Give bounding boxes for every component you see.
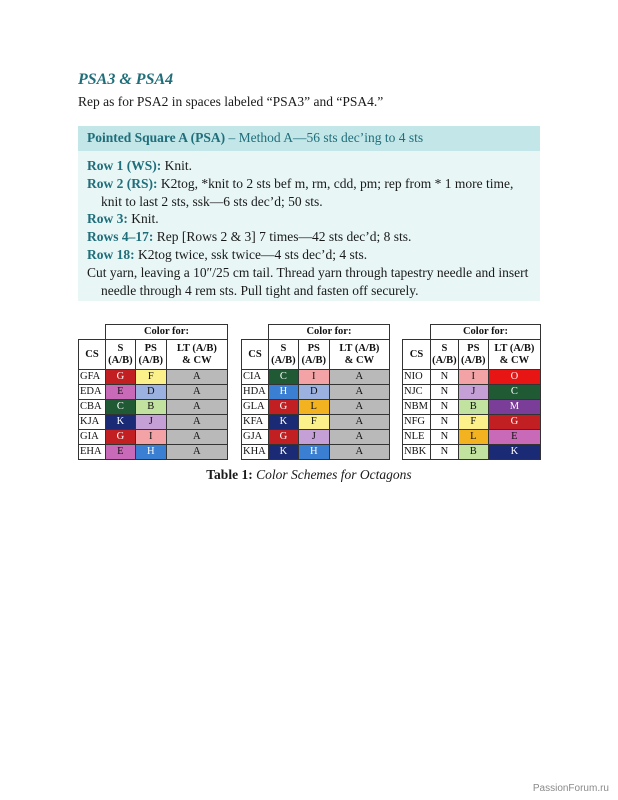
instruction-text: Knit.: [161, 158, 193, 173]
ps-header: PS (A/B): [298, 340, 329, 370]
pattern-box-title: [78, 126, 540, 151]
scheme-code: EHA: [79, 445, 106, 460]
ps-color-cell: J: [135, 415, 166, 430]
table-row: [403, 415, 541, 430]
s-header: S (A/B): [105, 340, 135, 370]
lt-header: LT (A/B) & CW: [166, 340, 227, 370]
scheme-code: GIA: [79, 430, 106, 445]
lt-color-cell: O: [488, 370, 540, 385]
instruction-row: [87, 210, 532, 228]
caption-text: Color Schemes for Octagons: [252, 467, 412, 482]
color-for-header: Color for:: [430, 325, 540, 340]
lt-color-cell: A: [166, 415, 227, 430]
s-color-cell: C: [268, 370, 298, 385]
lt-color-cell: A: [329, 430, 389, 445]
instruction-row: [87, 264, 532, 300]
table-row: [242, 445, 390, 460]
s-color-cell: N: [430, 430, 458, 445]
s-color-cell: N: [430, 370, 458, 385]
instruction-text: K2tog twice, ssk twice—4 sts dec’d; 4 sts.: [134, 246, 368, 262]
watermark-footer: PassionForum.ru: [532, 783, 609, 794]
table-row: [79, 370, 228, 385]
instruction-row: [87, 175, 532, 211]
ps-color-cell: B: [458, 445, 488, 460]
s-color-cell: K: [268, 445, 298, 460]
ps-color-cell: D: [298, 385, 329, 400]
s-color-cell: G: [268, 430, 298, 445]
s-header: S (A/B): [268, 340, 298, 370]
lt-color-cell: C: [488, 385, 540, 400]
table-row: [79, 430, 228, 445]
s-color-cell: G: [268, 400, 298, 415]
table-row: [403, 370, 541, 385]
scheme-code: NLE: [403, 430, 431, 445]
color-scheme-table-2: [241, 324, 390, 460]
instruction-text: Knit.: [127, 211, 159, 227]
s-color-cell: G: [105, 430, 135, 445]
scheme-code: NFG: [403, 415, 431, 430]
s-color-cell: N: [430, 415, 458, 430]
lt-color-cell: A: [166, 445, 227, 460]
instruction-text: Rep [Rows 2 & 3] 7 times—42 sts dec’d; 8 sts.: [153, 229, 412, 245]
scheme-code: NJC: [403, 385, 431, 400]
scheme-code: GLA: [242, 400, 269, 415]
s-color-cell: N: [430, 445, 458, 460]
pattern-instructions: [78, 151, 540, 299]
cs-header: CS: [242, 340, 269, 370]
ps-color-cell: I: [135, 430, 166, 445]
lt-color-cell: M: [488, 400, 540, 415]
lt-color-cell: A: [166, 400, 227, 415]
ps-header: PS (A/B): [458, 340, 488, 370]
lt-color-cell: A: [329, 445, 389, 460]
scheme-code: GJA: [242, 430, 269, 445]
ps-color-cell: L: [298, 400, 329, 415]
lt-color-cell: A: [329, 385, 389, 400]
lt-color-cell: A: [329, 415, 389, 430]
section-intro: Rep as for PSA2 in spaces labeled “PSA3” and “PSA4.”: [78, 94, 384, 109]
s-color-cell: K: [268, 415, 298, 430]
ps-color-cell: J: [298, 430, 329, 445]
table-row: [79, 385, 228, 400]
ps-color-cell: F: [135, 370, 166, 385]
scheme-code: CBA: [79, 400, 106, 415]
s-color-cell: N: [430, 400, 458, 415]
ps-header: PS (A/B): [135, 340, 166, 370]
ps-color-cell: H: [135, 445, 166, 460]
section-heading: PSA3 & PSA4: [78, 71, 174, 88]
instruction-label: Row 2 (RS):: [87, 175, 158, 191]
pattern-title-rest: – Method A—56 sts dec’ing to 4 sts: [225, 130, 424, 145]
table-row: [242, 370, 390, 385]
pattern-title-bold: Pointed Square A (PSA): [87, 130, 226, 145]
lt-color-cell: A: [166, 385, 227, 400]
scheme-code: GFA: [79, 370, 106, 385]
s-color-cell: E: [105, 385, 135, 400]
ps-color-cell: H: [298, 445, 329, 460]
instruction-text: K2tog, *knit to 2 sts bef m, rm, cdd, pm; rep from * 1 more time, knit to last 2 sts, ssk—6 sts dec’d; 50 sts.: [101, 175, 514, 209]
table-row: [242, 400, 390, 415]
lt-color-cell: A: [166, 430, 227, 445]
instruction-text: Cut yarn, leaving a 10″/25 cm tail. Thread yarn through tapestry needle and insert needle through 4 rem sts. Pull tight and fasten off securely.: [87, 264, 529, 298]
ps-color-cell: B: [135, 400, 166, 415]
ps-color-cell: J: [458, 385, 488, 400]
s-color-cell: C: [105, 400, 135, 415]
color-for-header: Color for:: [105, 325, 227, 340]
table-row: [242, 415, 390, 430]
scheme-code: KJA: [79, 415, 106, 430]
lt-color-cell: A: [329, 400, 389, 415]
instruction-label: Row 1 (WS):: [87, 158, 162, 173]
scheme-code: NBM: [403, 400, 431, 415]
table-row: [403, 400, 541, 415]
ps-color-cell: I: [298, 370, 329, 385]
instruction-label: Row 18:: [87, 246, 135, 262]
table-caption: [0, 467, 618, 483]
instruction-row: [87, 228, 532, 246]
lt-color-cell: E: [488, 430, 540, 445]
ps-color-cell: F: [298, 415, 329, 430]
scheme-code: NBK: [403, 445, 431, 460]
color-for-header: Color for:: [268, 325, 389, 340]
table-row: [242, 385, 390, 400]
s-color-cell: K: [105, 415, 135, 430]
scheme-code: EDA: [79, 385, 106, 400]
lt-color-cell: K: [488, 445, 540, 460]
scheme-code: NIO: [403, 370, 431, 385]
table-row: [403, 430, 541, 445]
instruction-label: Rows 4–17:: [87, 229, 154, 245]
table-row: [242, 430, 390, 445]
table-row: [79, 445, 228, 460]
table-row: [79, 400, 228, 415]
lt-header: LT (A/B) & CW: [488, 340, 540, 370]
ps-color-cell: D: [135, 385, 166, 400]
lt-color-cell: A: [166, 370, 227, 385]
cs-header: CS: [79, 340, 106, 370]
instruction-row: [87, 246, 532, 264]
table-row: [79, 415, 228, 430]
s-color-cell: N: [430, 385, 458, 400]
table-row: [403, 445, 541, 460]
s-color-cell: G: [105, 370, 135, 385]
lt-color-cell: A: [329, 370, 389, 385]
lt-header: LT (A/B) & CW: [329, 340, 389, 370]
ps-color-cell: I: [458, 370, 488, 385]
s-color-cell: E: [105, 445, 135, 460]
lt-color-cell: G: [488, 415, 540, 430]
instruction-label: Row 3:: [87, 211, 128, 227]
ps-color-cell: B: [458, 400, 488, 415]
ps-color-cell: F: [458, 415, 488, 430]
color-scheme-table-1: [78, 324, 228, 460]
scheme-code: KFA: [242, 415, 269, 430]
caption-label: Table 1:: [206, 467, 253, 482]
ps-color-cell: L: [458, 430, 488, 445]
color-scheme-table-3: [402, 324, 541, 460]
pattern-box: [78, 126, 540, 301]
scheme-code: KHA: [242, 445, 269, 460]
scheme-code: CIA: [242, 370, 269, 385]
cs-header: CS: [403, 340, 431, 370]
table-row: [403, 385, 541, 400]
instruction-row: [87, 157, 532, 175]
s-color-cell: H: [268, 385, 298, 400]
scheme-code: HDA: [242, 385, 269, 400]
s-header: S (A/B): [430, 340, 458, 370]
